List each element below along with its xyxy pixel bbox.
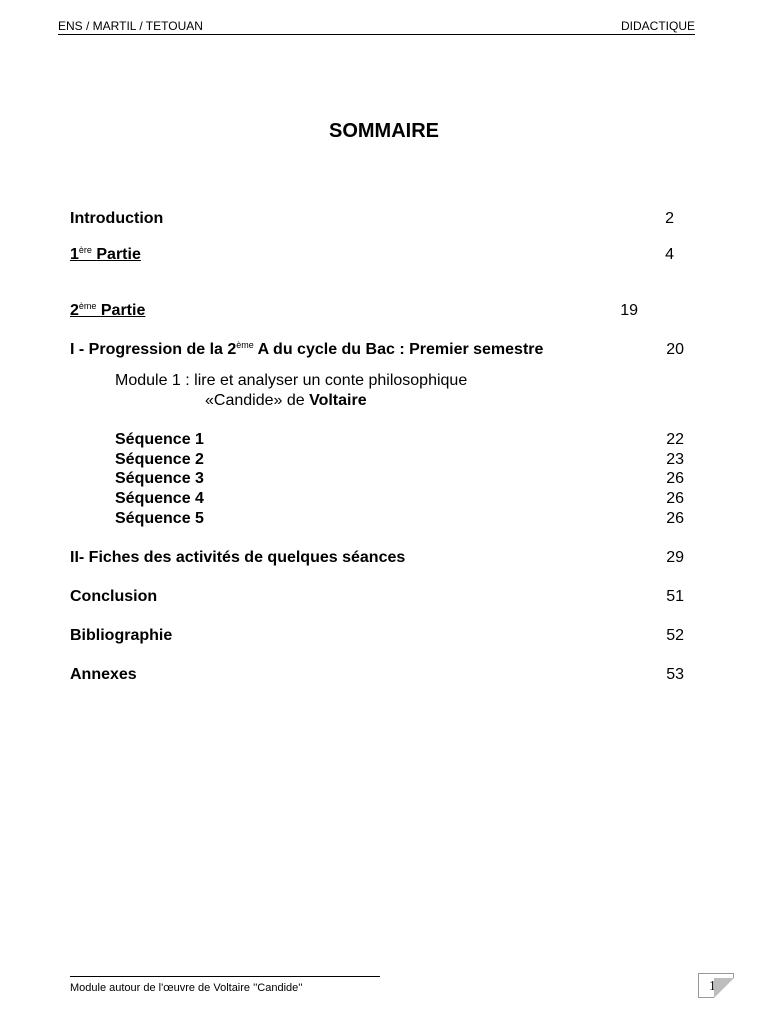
toc-module-line1: Module 1 : lire et analyser un conte philosophique — [115, 372, 468, 389]
toc-partie-2-label: Partie — [100, 302, 146, 319]
toc-progression-pre: I - Progression de la 2 — [70, 341, 237, 358]
toc-bibliographie-page: 52 — [666, 627, 684, 644]
toc-sequence-4-page: 26 — [666, 490, 684, 507]
toc-progression-sup: ème — [236, 340, 254, 350]
page-header — [58, 19, 695, 35]
toc-partie-1 — [70, 245, 141, 265]
footer-text: Module autour de l'œuvre de Voltaire ''Candide'' — [70, 982, 303, 994]
toc-partie-2-num: 2 — [70, 302, 79, 319]
footer-rule — [70, 976, 380, 977]
toc-annexes: Annexes — [70, 666, 137, 683]
header-right: DIDACTIQUE — [620, 19, 695, 33]
toc-partie-1-label: Partie — [96, 246, 141, 263]
toc-sequence-2: Séquence 2 — [115, 451, 204, 468]
page-title: SOMMAIRE — [329, 120, 439, 142]
toc-bibliographie: Bibliographie — [70, 627, 173, 644]
toc-sequence-3: Séquence 3 — [115, 470, 204, 487]
toc-partie-1-sup: ère — [78, 245, 92, 255]
page-corner-fold-icon — [714, 978, 734, 998]
header-left: ENS / MARTIL / TETOUAN — [58, 19, 203, 33]
toc-sequence-5: Séquence 5 — [115, 510, 204, 527]
toc-sequence-3-page: 26 — [666, 470, 684, 487]
toc-partie-2-page: 19 — [620, 302, 638, 319]
page-number-box — [698, 973, 734, 998]
toc-sequence-1: Séquence 1 — [115, 431, 204, 448]
toc-fiches-page: 29 — [666, 549, 684, 566]
toc-module-line2-pre: «Candide» de — [205, 392, 310, 409]
toc-sequence-5-page: 26 — [666, 510, 684, 527]
toc-sequence-2-page: 23 — [666, 451, 684, 468]
page-number: 14 — [709, 979, 723, 994]
toc-progression — [70, 340, 543, 360]
toc-annexes-page: 53 — [666, 666, 684, 683]
toc-partie-2-sup: ème — [78, 301, 97, 311]
toc-partie-1-num: 1 — [70, 246, 79, 263]
toc-introduction-page: 2 — [665, 210, 674, 227]
toc-sequence-1-page: 22 — [666, 431, 684, 448]
toc-introduction: Introduction — [70, 210, 164, 227]
toc-module-line2-author: Voltaire — [309, 392, 367, 409]
toc-module-line2 — [205, 391, 367, 411]
toc-sequence-4: Séquence 4 — [115, 490, 204, 507]
toc-progression-page: 20 — [666, 341, 684, 358]
toc-partie-1-page: 4 — [665, 246, 674, 263]
toc-conclusion: Conclusion — [70, 588, 158, 605]
toc-partie-2 — [70, 301, 145, 321]
toc-progression-post: A du cycle du Bac : Premier semestre — [253, 341, 544, 358]
toc-conclusion-page: 51 — [666, 588, 684, 605]
toc-fiches: II- Fiches des activités de quelques séances — [70, 549, 406, 566]
